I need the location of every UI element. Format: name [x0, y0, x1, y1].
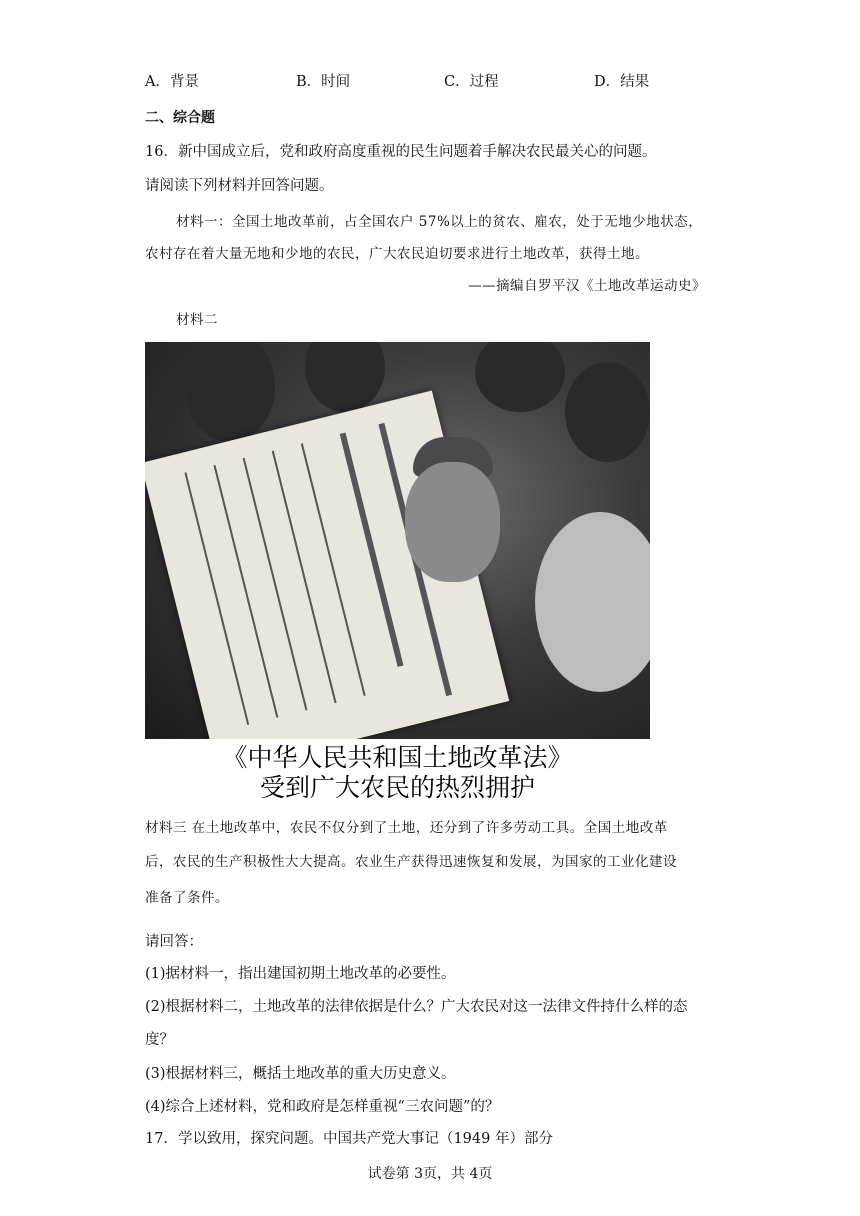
material-1-source: ——摘编自罗平汉《土地改革运动史》 — [468, 278, 706, 294]
option-b: B．时间 — [296, 74, 351, 90]
sub-question-1: (1)据材料一，指出建国初期土地改革的必要性。 — [145, 966, 456, 982]
option-a: A．背景 — [145, 74, 199, 90]
image-caption-title: 《中华人民共和国土地改革法》 — [222, 743, 573, 772]
sub-question-3: (3)根据材料三，概括土地改革的重大历史意义。 — [145, 1066, 456, 1082]
option-d: D．结果 — [594, 74, 650, 90]
material-1-line-1: 材料一：全国土地改革前，占全国农户 57%以上的贫农、雇农，处于无地少地状态， — [176, 214, 703, 230]
question-17-stem: 17．学以致用，探究问题。中国共产党大事记（1949 年）部分 — [145, 1131, 553, 1147]
land-reform-photo — [145, 342, 650, 739]
material-3-line-3: 准备了条件。 — [145, 890, 229, 906]
section-title: 二、综合题 — [145, 110, 215, 126]
page-footer: 试卷第 3页，共 4页 — [367, 1166, 493, 1182]
sub-question-4: (4)综合上述材料，党和政府是怎样重视“三农问题”的？ — [145, 1099, 500, 1115]
question-16-instruction: 请阅读下列材料并回答问题。 — [145, 178, 334, 194]
question-16-stem: 16．新中国成立后，党和政府高度重视的民生问题着手解决农民最关心的问题。 — [145, 144, 657, 160]
material-1-line-2: 农村存在着大量无地和少地的农民，广大农民迫切要求进行土地改革，获得土地。 — [145, 246, 649, 262]
answer-prompt: 请回答： — [145, 934, 203, 950]
sub-question-2-line-1: (2)根据材料二，土地改革的法律依据是什么？广大农民对这一法律文件持什么样的态 — [145, 999, 688, 1015]
image-caption-subtitle: 受到广大农民的热烈拥护 — [259, 773, 535, 802]
option-c: C．过程 — [444, 74, 499, 90]
material-2-label: 材料二 — [176, 312, 218, 328]
sub-question-2-line-2: 度？ — [145, 1032, 174, 1048]
material-3-line-2: 后，农民的生产积极性大大提高。农业生产获得迅速恢复和发展，为国家的工业化建设 — [145, 854, 677, 870]
material-3-line-1: 材料三 在土地改革中，农民不仅分到了土地，还分到了许多劳动工具。全国土地改革 — [145, 820, 668, 836]
